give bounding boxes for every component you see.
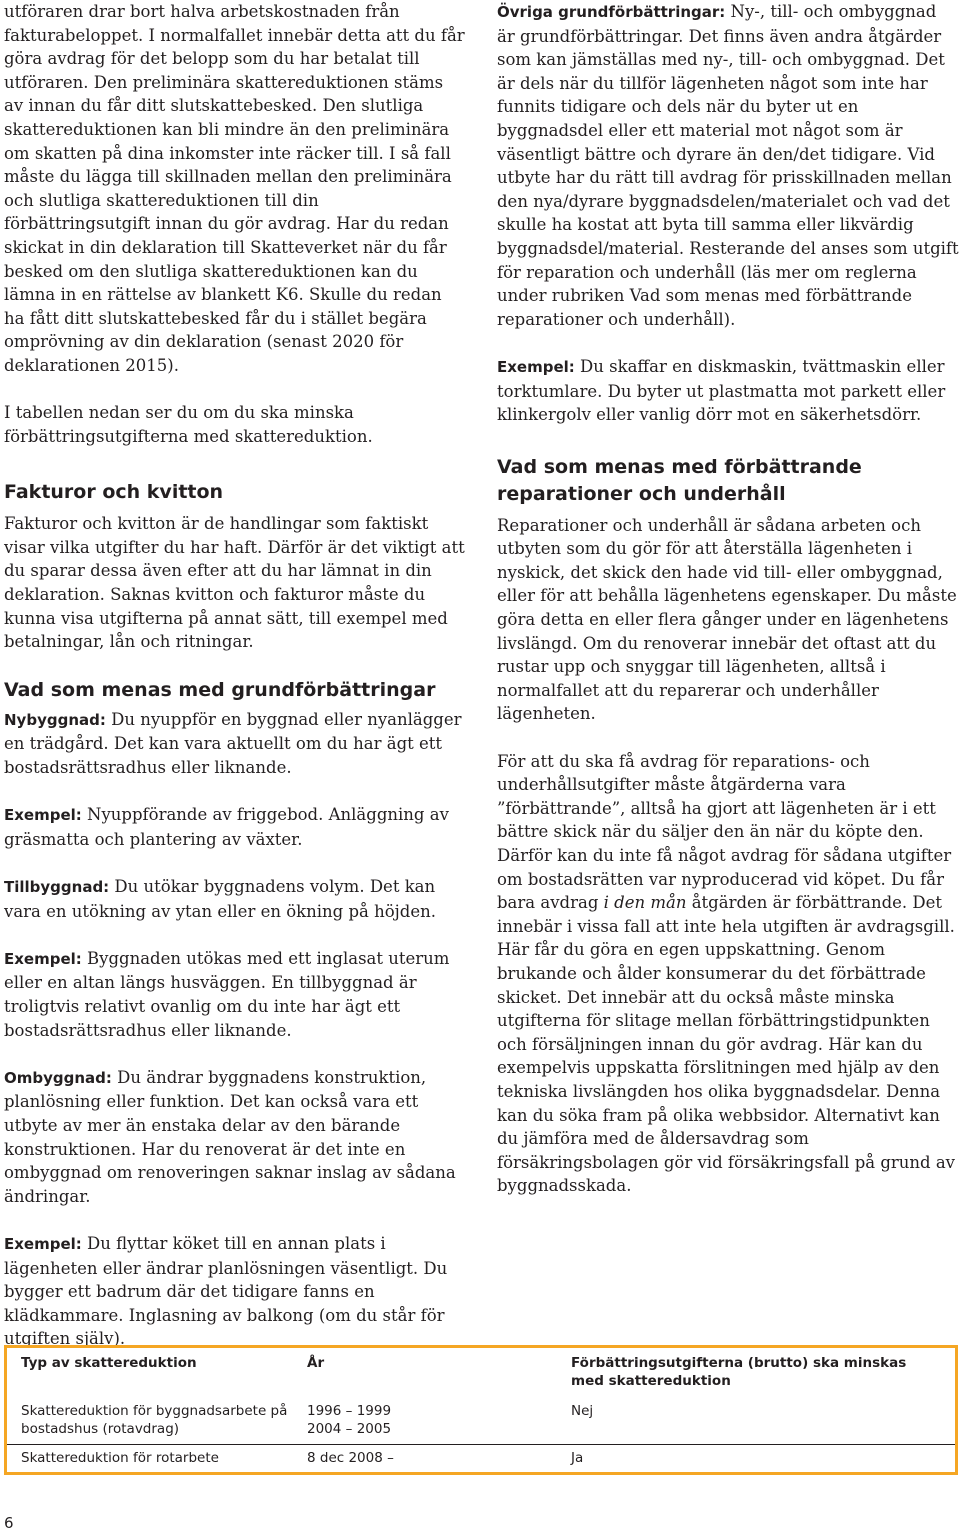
example-text: Byggnaden utökas med ett inglasat uterum eller en altan längs husväggen. En tillbyggnad är troligtvis relativt ovanlig om du inte har ägt ett bostadsrättsradhus eller liknande. — [4, 948, 450, 1040]
reparation-paragraph-2 — [497, 750, 959, 1198]
nybyggnad-paragraph — [4, 708, 466, 780]
table-cell-ar-line: 2004 – 2005 — [307, 1421, 392, 1437]
table-divider — [7, 1444, 955, 1445]
ovriga-paragraph — [497, 0, 959, 331]
example-ovriga — [497, 355, 959, 427]
table-cell-ar: 8 dec 2008 – — [307, 1450, 394, 1466]
heading-reparationer: Vad som menas med förbättrande reparationer och underhåll — [497, 455, 862, 505]
intro-paragraph: utföraren drar bort halva arbetskostnaden från fakturabeloppet. I normalfallet innebär detta att du får göra avdrag för det belopp som du har betalat till utföraren. Den preliminära skattereduktionen stäms av innan du får ditt slutskattebesked. Den slutliga skattereduktionen kan bli mindre än den preliminära om skatten på dina inkomster inte räcker till. I så fall måste du lägga till skillnaden mellan den preliminära och slutliga skattereduktionen till din förbättringsutgift innan du gör avdrag. Har du redan skickat in din deklaration till Skatteverket när du får besked om den slutliga skattereduktionen kan du lämna in en rättelse av blankett K6. Skulle du redan ha fått ditt slutskattebesked får du i stället begära omprövning av din deklaration (senast 2020 för deklarationen 2015). — [4, 2, 465, 375]
table-cell-typ: Skattereduktion för byggnadsarbete på bostadshus (rotavdrag) — [21, 1403, 288, 1437]
example-text: Du skaffar en diskmaskin, tvättmaskin eller torktumlare. Du byter ut plastmatta mot parkett eller klinkergolv eller vanlig dörr mot en säkerhetsdörr. — [497, 356, 946, 425]
reparation-text-part: åtgärden är förbättrande. Det innebär i vissa fall att inte hela utgiften är avdragsgill. Här får du göra en egen uppskattning. Genom brukande och ålder konsumerar du det förbättrade skicket. Det innebär att du också måste minska utgifterna för slitage mellan förbättringstidpunkten och försäljningen innan du gör avdrag. Här kan du exempelvis uppskatta förslitningen med hjälp av den tekniska livslängden hos olika byggnadsdelar. Denna kan du söka fram på olika webbsidor. Alternativt kan du jämföra med de åldersavdrag som försäkringsbolagen gör vid försäkringsfall på grund av byggnadsskada. — [497, 893, 956, 1196]
table-cell-ar-line: 1996 – 1999 — [307, 1403, 392, 1419]
skattereduktion-table — [4, 1345, 958, 1475]
left-column — [4, 0, 466, 1351]
ovriga-text: Ny-, till- och ombyggnad är grundförbättringar. Det finns även andra åtgärder som kan jämställas med ny-, till- och ombyggnad. Det är dels när du tillför lägenheten något som inte har funnits tidigare och dels när du byter ut en byggnadsdel eller ett material mot något som är väsentligt bättre och dyrare än den/det tidigare. Vid utbyte har du rätt till avdrag för prisskillnaden mellan den nya/dyrare byggnadsdelen/materialet och vad det skulle ha kostat att byta till samma eller likvärdig byggnadsdel/material. Resterande del anses som utgift för reparation och underhåll (läs mer om reglerna under rubriken Vad som menas med förbättrande reparationer och underhåll). — [497, 2, 959, 329]
table-cell-minska: Nej — [571, 1403, 594, 1419]
example-ombyggnad — [4, 1232, 466, 1351]
example-nybyggnad — [4, 803, 466, 851]
example-label: Exempel: — [4, 949, 82, 968]
fakturor-paragraph: Fakturor och kvitton är de handlingar som faktiskt visar vilka utgifter du har haft. Därför är det viktigt att du sparar dessa även efter att du har lämnat in din deklaration. Saknas kvitton och fakturor måste du kunna visa utgifterna på annat sätt, till exempel med betalningar, lån och ritningar. — [4, 514, 465, 652]
heading-fakturor: Fakturor och kvitton — [4, 481, 224, 504]
example-label: Exempel: — [4, 806, 82, 825]
example-text: Du flyttar köket till en annan plats i lägenheten eller ändrar planlösningen väsentligt. Du bygger ett badrum där det tidigare fanns en klädkammare. Inglasning av balkong (om du står för utgiften själv). — [4, 1233, 448, 1349]
nybyggnad-text: Du nyuppför en byggnad eller nyanlägger en trädgård. Det kan vara aktuellt om du har ägt ett bostadsrättsradhus eller liknande. — [4, 709, 462, 778]
ombyggnad-paragraph — [4, 1066, 466, 1209]
table-header-typ: Typ av skattereduktion — [21, 1355, 197, 1371]
table-cell-typ: Skattereduktion för rotarbete — [21, 1450, 219, 1466]
tillbyggnad-paragraph — [4, 875, 466, 923]
reparation-text-part: För att du ska få avdrag för reparations- och underhållsutgifter måste åtgärderna vara ”förbättrande”, alltså ha gjort att lägenheten är i ett bättre skick när du säljer den än när du köpte den. Därför kan du inte få något avdrag för sådana utgifter om bostadsrätten var nyproducerad vid köpet. Du får bara avdrag — [497, 751, 952, 913]
table-intro-paragraph: I tabellen nedan ser du om du ska minska förbättringsutgifterna med skattereduktion. — [4, 403, 373, 446]
example-label: Exempel: — [497, 357, 575, 376]
table-header-forbattringsutgifter: Förbättringsutgifterna (brutto) ska minskas med skattereduktion — [571, 1355, 907, 1389]
ombyggnad-label: Ombyggnad: — [4, 1068, 112, 1087]
ombyggnad-text: Du ändrar byggnadens konstruktion, planlösning eller funktion. Det kan också vara ett utbyte av mer än enstaka delar av den bärande konstruktionen. Har du renoverat är det inte en ombyggnad om renoveringen saknar inslag av sådana ändringar. — [4, 1067, 456, 1206]
table-header-ar: År — [307, 1355, 325, 1371]
example-text: Nyuppförande av friggebod. Anläggning av gräsmatta och plantering av växter. — [4, 805, 449, 849]
page-number: 6 — [4, 1514, 14, 1532]
table-cell-ar — [307, 1402, 547, 1438]
tillbyggnad-label: Tillbyggnad: — [4, 878, 110, 896]
heading-grundforbattringar: Vad som menas med grundförbättringar — [4, 678, 436, 701]
ovriga-label: Övriga grundförbättringar: — [497, 3, 726, 21]
table-cell-minska: Ja — [571, 1450, 584, 1466]
example-tillbyggnad — [4, 947, 466, 1042]
reparation-emphasis: i den mån — [603, 893, 687, 913]
reparation-paragraph-1: Reparationer och underhåll är sådana arbeten och utbyten som du gör för att återställa lägenheten i nyskick, det skick den hade vid till- eller ombyggnad, eller för att behålla lägenhetens egenskaper. Du måste göra detta en eller flera gånger under en lägenhetens livslängd. Om du renoverar innebär det oftast att du rustar upp och snyggar till lägenheten, alltså i normalfallet att du reparerar och underhåller lägenheten. — [497, 515, 957, 724]
right-column — [497, 0, 959, 1198]
tillbyggnad-text: Du utökar byggnadens volym. Det kan vara en utökning av ytan eller en ökning på höjden. — [4, 877, 436, 921]
example-label: Exempel: — [4, 1234, 82, 1253]
nybyggnad-label: Nybyggnad: — [4, 710, 106, 729]
